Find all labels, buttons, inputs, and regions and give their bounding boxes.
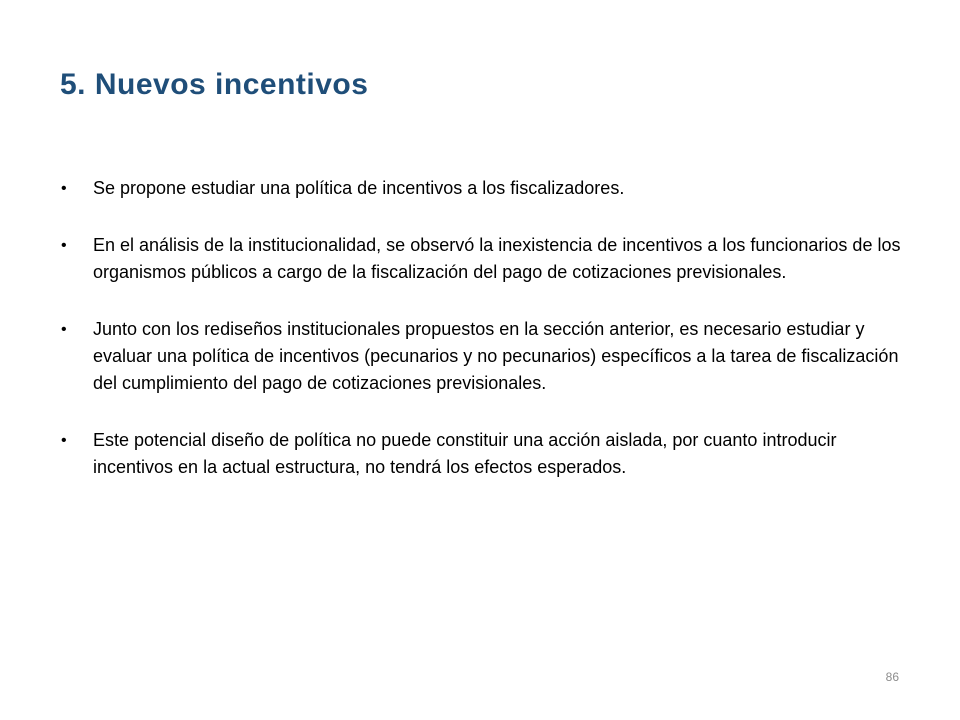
bullet-marker: • xyxy=(61,321,67,338)
slide-title: 5. Nuevos incentivos xyxy=(60,68,369,101)
bullet-text: Se propone estudiar una política de incentivos a los fiscalizadores. xyxy=(93,178,625,198)
bullet-list xyxy=(61,175,901,511)
bullet-item xyxy=(61,232,901,286)
bullet-text: Junto con los rediseños institucionales propuestos en la sección anterior, es necesario estudiar y evaluar una política de incentivos (pecunarios y no pecunarios) específicos a la tarea de fiscalización del cumplimiento del pago de cotizaciones previsionales. xyxy=(93,319,899,393)
bullet-item xyxy=(61,175,901,202)
bullet-marker: • xyxy=(61,180,67,197)
bullet-item xyxy=(61,316,901,397)
bullet-marker: • xyxy=(61,237,67,254)
bullet-text: En el análisis de la institucionalidad, se observó la inexistencia de incentivos a los funcionarios de los organismos públicos a cargo de la fiscalización del pago de cotizaciones previsionales. xyxy=(93,235,901,282)
bullet-marker: • xyxy=(61,432,67,449)
page-number: 86 xyxy=(885,670,899,684)
bullet-text: Este potencial diseño de política no puede constituir una acción aislada, por cuanto introducir incentivos en la actual estructura, no tendrá los efectos esperados. xyxy=(93,430,837,477)
bullet-item xyxy=(61,427,901,481)
